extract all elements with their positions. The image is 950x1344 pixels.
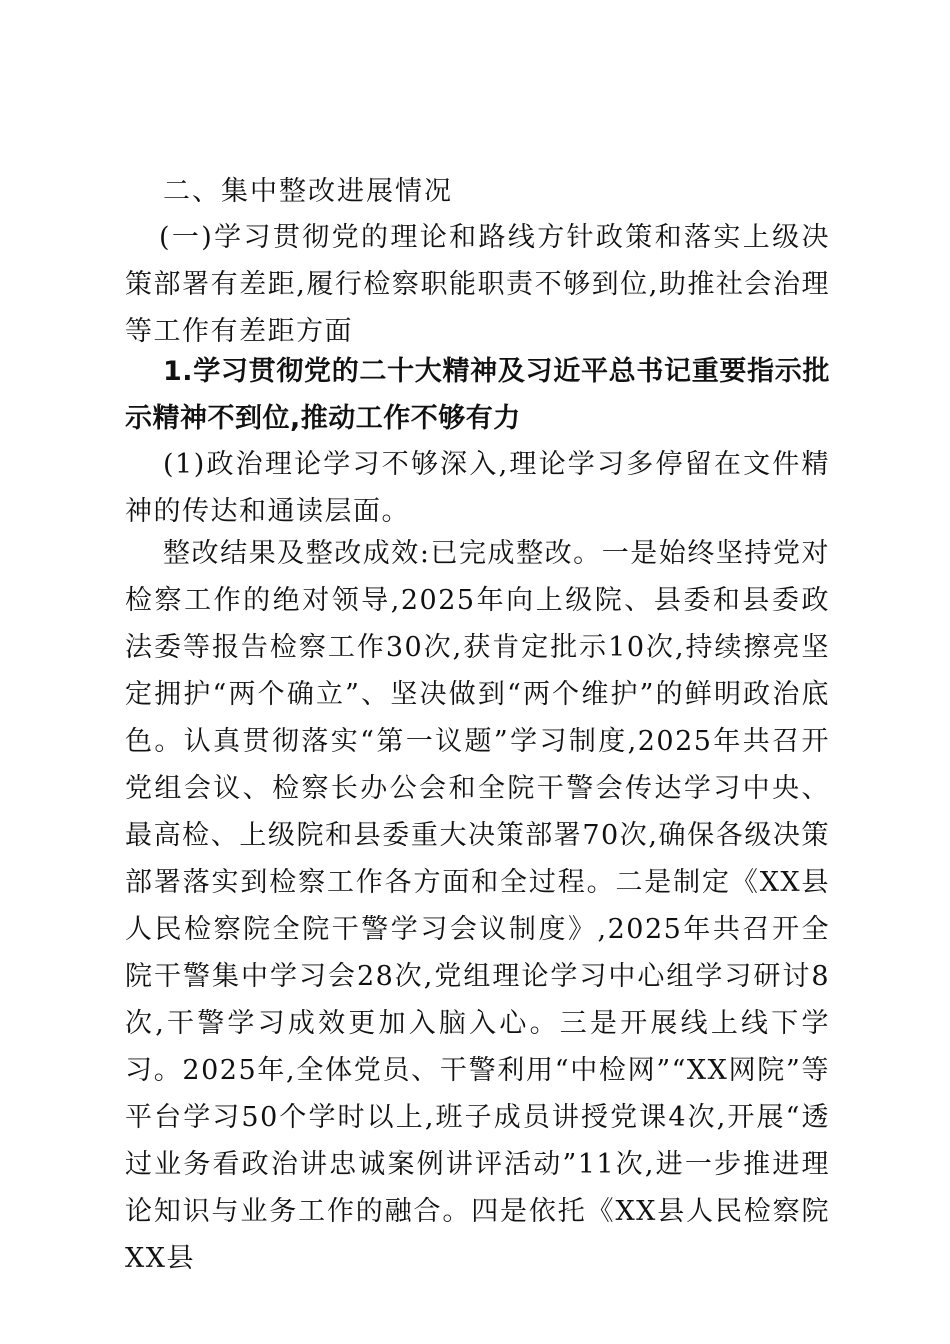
- rectification-result-paragraph: 整改结果及整改成效:已完成整改。一是始终坚持党对检察工作的绝对领导,2025年向上级院、县委和县委政法委等报告检察工作30次,获肯定批示10次,持续擦亮坚定拥护“两个确立”、坚决做到“两个维护”的鲜明政治底色。认真贯彻落实“第一议题”学习制度,2025年共召开党组会议、检察长办公会和全院干警会传达学习中央、最高检、上级院和县委重大决策部署70次,确保各级决策部署落实到检察工作各方面和全过程。二是制定《XX县人民检察院全院干警学习会议制度》,2025年共召开全院干警集中学习会28次,党组理论学习中心组学习研讨8次,干警学习成效更加入脑入心。三是开展线上线下学习。2025年,全体党员、干警利用“中检网”“XX网院”等平台学习50个学时以上,班子成员讲授党课4次,开展“透过业务看政治讲忠诚案例讲评活动”11次,进一步推进理论知识与业务工作的融合。四是依托《XX县人民检察院 XX县: [125, 538, 830, 1274]
- item-heading: 1.学习贯彻党的二十大精神及习近平总书记重要指示批示精神不到位,推动工作不够有力: [125, 356, 830, 434]
- problem-paragraph: (1)政治理论学习不够深入,理论学习多停留在文件精神的传达和通读层面。: [125, 449, 830, 527]
- section-heading: 二、集中整改进展情况: [163, 176, 453, 207]
- subsection-heading: (一)学习贯彻党的理论和路线方针政策和落实上级决策部署有差距,履行检察职能职责不够到位,助推社会治理等工作有差距方面: [125, 222, 830, 347]
